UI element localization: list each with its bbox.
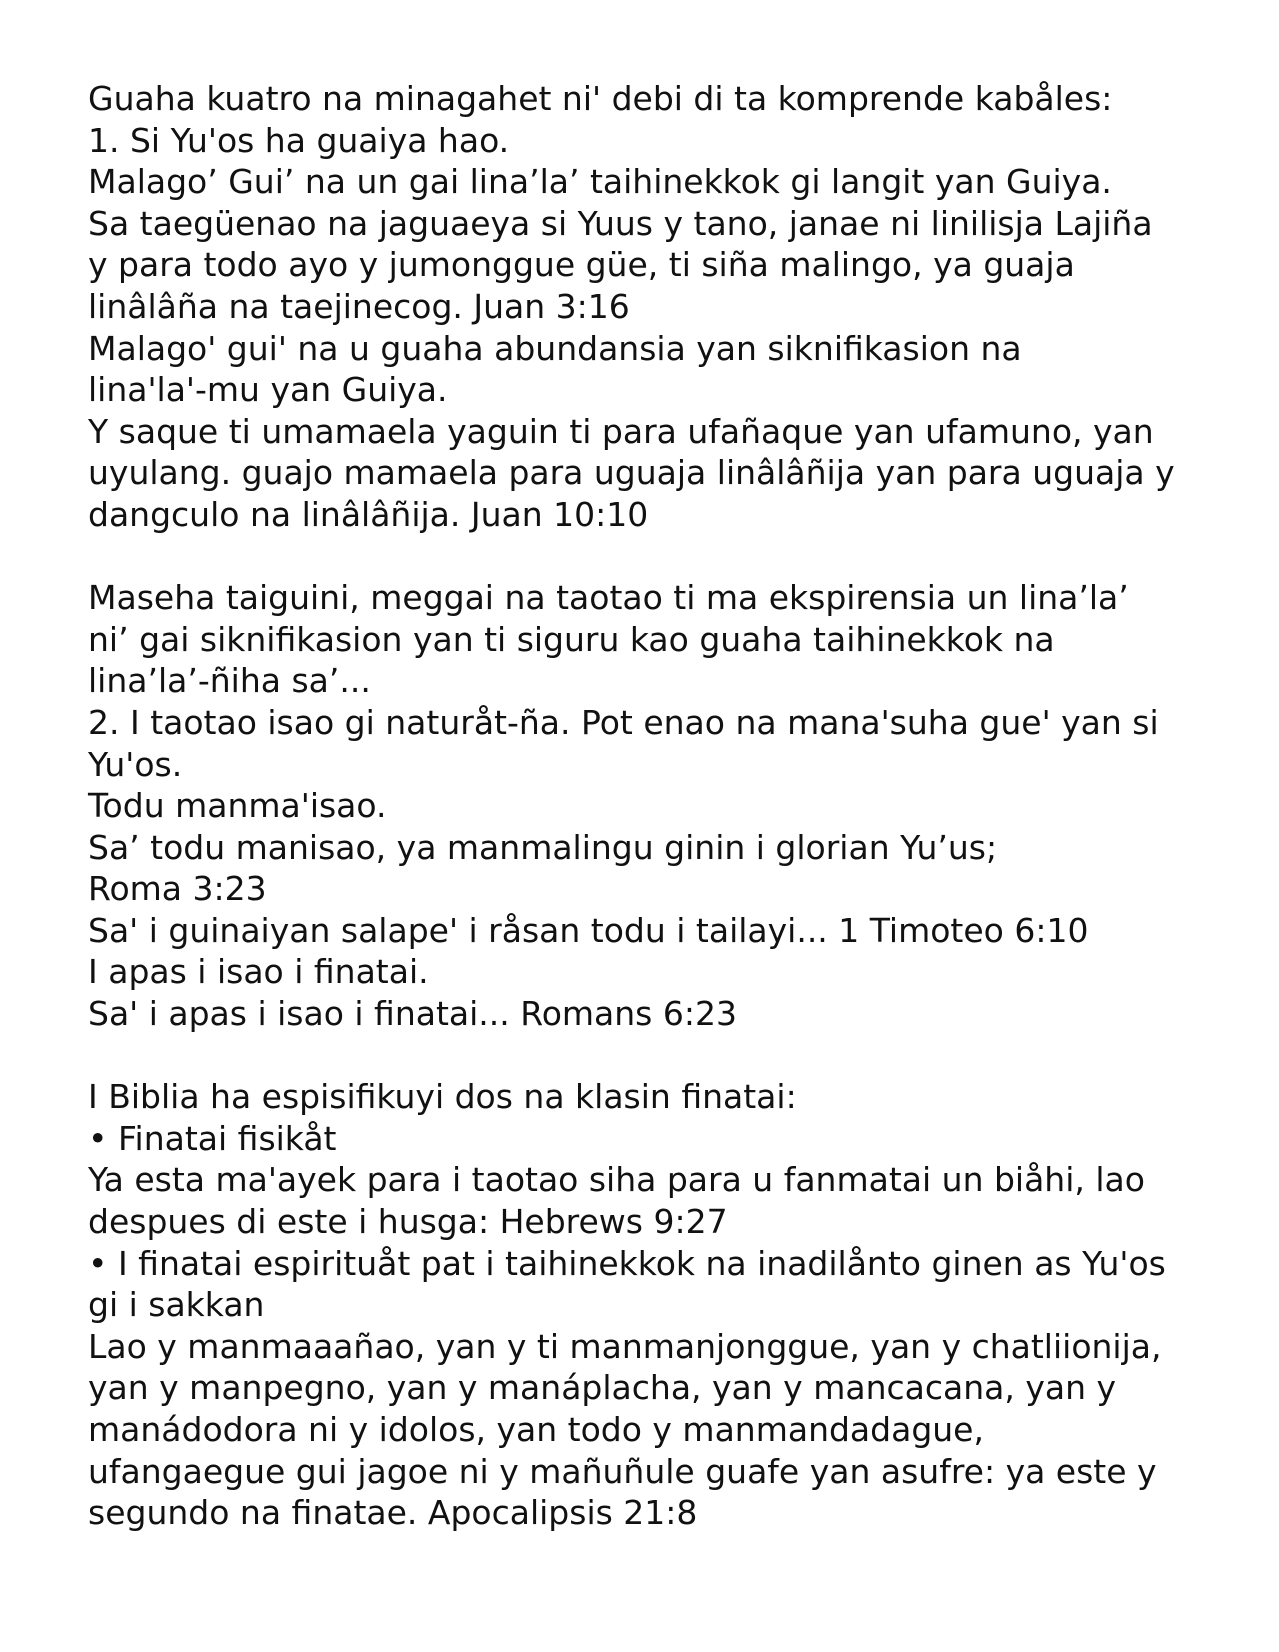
- text-line: Y saque ti umamaela yaguin ti para ufañaque yan ufamuno, yan: [88, 411, 1154, 451]
- document-body: [88, 78, 1248, 1534]
- text-line: Roma 3:23: [88, 869, 267, 909]
- text-line: I apas i isao i finatai.: [88, 952, 429, 992]
- text-line: I Biblia ha espisifikuyi dos na klasin finatai:: [88, 1077, 797, 1117]
- text-line: Malago’ Gui’ na un gai lina’la’ taihinekkok gi langit yan Guiya.: [88, 162, 1112, 202]
- text-line: Guaha kuatro na minagahet ni' debi di ta komprende kabåles:: [88, 79, 1113, 118]
- text-line: despues di este i husga: Hebrews 9:27: [88, 1202, 728, 1242]
- text-line: Maseha taiguini, meggai na taotao ti ma ekspirensia un lina’la’: [88, 578, 1129, 618]
- text-line: y para todo ayo y jumonggue güe, ti siña malingo, ya guaja: [88, 245, 1075, 285]
- bullet-line: • I finatai espirituåt pat i taihinekkok na inadilånto ginen as Yu'os: [88, 1243, 1166, 1283]
- text-line: Lao y manmaaañao, yan y ti manmanjonggue, yan y chatliionija,: [88, 1326, 1162, 1366]
- text-line: lina'la'-mu yan Guiya.: [88, 370, 448, 410]
- text-line: gi i sakkan: [88, 1285, 265, 1325]
- text-line: uyulang. guajo mamaela para uguaja linâlâñija yan para uguaja y: [88, 453, 1175, 493]
- text-line: manádodora ni y idolos, yan todo y manmandadague,: [88, 1410, 984, 1449]
- text-line: 1. Si Yu'os ha guaiya hao.: [88, 120, 510, 160]
- text-line: Sa taegüenao na jaguaeya si Yuus y tano, janae ni linilisja Lajiña: [88, 203, 1153, 243]
- text-line: Yu'os.: [88, 744, 183, 784]
- text-line: 2. I taotao isao gi naturåt-ña. Pot enao na mana'suha gue' yan si: [88, 702, 1159, 742]
- text-line: Sa’ todu manisao, ya manmalingu ginin i glorian Yu’us;: [88, 827, 998, 867]
- text-line: linâlâña na taejinecog. Juan 3:16: [88, 286, 630, 326]
- paragraph-gap: [88, 1035, 1248, 1077]
- text-line: lina’la’-ñiha sa’...: [88, 661, 371, 701]
- text-line: segundo na finatae. Apocalipsis 21:8: [88, 1493, 698, 1533]
- text-line: Todu manma'isao.: [88, 786, 387, 826]
- paragraph-gap: [88, 536, 1248, 578]
- text-line: yan y manpegno, yan y manáplacha, yan y mancacana, yan y: [88, 1368, 1117, 1408]
- text-line: Malago' gui' na u guaha abundansia yan siknifikasion na: [88, 328, 1022, 368]
- text-line: ufangaegue gui jagoe ni y mañuñule guafe yan asufre: ya este y: [88, 1451, 1157, 1491]
- text-line: Sa' i apas i isao i finatai... Romans 6:23: [88, 994, 737, 1034]
- text-line: Sa' i guinaiyan salape' i råsan todu i tailayi... 1 Timoteo 6:10: [88, 910, 1089, 950]
- text-line: Ya esta ma'ayek para i taotao siha para u fanmatai un biåhi, lao: [88, 1160, 1145, 1200]
- bullet-line: • Finatai fisikåt: [88, 1118, 337, 1158]
- text-line: dangculo na linâlâñija. Juan 10:10: [88, 494, 649, 534]
- text-line: ni’ gai siknifikasion yan ti siguru kao guaha taihinekkok na: [88, 619, 1055, 659]
